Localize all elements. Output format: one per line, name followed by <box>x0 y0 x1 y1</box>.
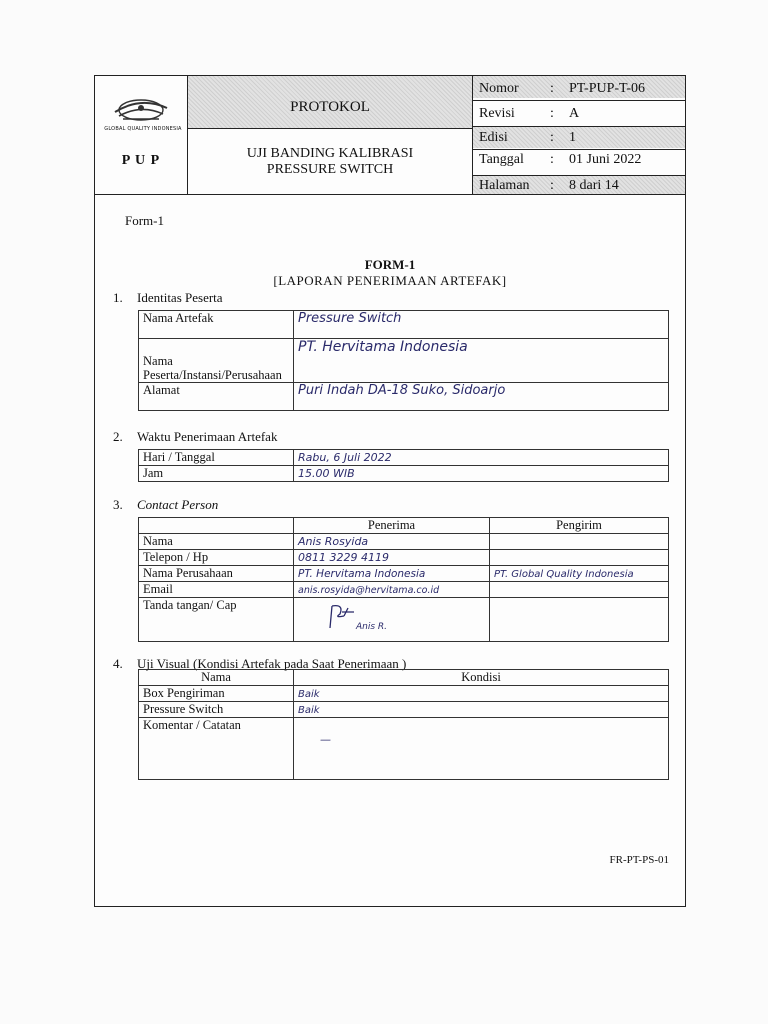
row-label: Nama <box>143 354 173 368</box>
meta-label: Tanggal <box>479 152 524 167</box>
row-label: Jam <box>139 466 294 482</box>
section-4-number: 4. <box>113 656 123 671</box>
receipt-date-value: Rabu, 6 Juli 2022 <box>298 451 392 464</box>
meta-label: Nomor <box>479 81 519 96</box>
col-header-receiver: Penerima <box>294 518 490 534</box>
form-subtitle: [LAPORAN PENERIMAAN ARTEFAK] <box>273 273 507 288</box>
section-1-title: Identitas Peserta <box>137 290 223 305</box>
row-label: Nama Artefak <box>139 311 294 339</box>
meta-value-tanggal: 01 Juni 2022 <box>569 152 642 167</box>
meta-label: Revisi <box>479 106 515 121</box>
meta-value-halaman: 8 dari 14 <box>569 178 619 193</box>
company-logo <box>101 92 185 142</box>
meta-sep: : <box>550 130 554 145</box>
receiver-email: anis.rosyida@hervitama.co.id <box>298 585 440 596</box>
meta-sep: : <box>550 106 554 121</box>
doc-title-line-1: UJI BANDING KALIBRASI <box>246 146 414 161</box>
section-4-title: Uji Visual (Kondisi Artefak pada Saat Penerimaan ) <box>137 656 407 671</box>
row-label: Komentar / Catatan <box>139 718 294 780</box>
form-label: Form-1 <box>125 213 164 228</box>
col-header-name: Nama <box>139 670 294 686</box>
form-title: FORM-1 <box>364 257 416 272</box>
meta-sep: : <box>550 81 554 96</box>
participant-name-value: PT. Hervitama Indonesia <box>298 339 468 355</box>
col-header-sender: Pengirim <box>490 518 669 534</box>
switch-condition-value: Baik <box>298 705 320 716</box>
doc-title-line-2: PRESSURE SWITCH <box>266 162 394 177</box>
org-code: P U P <box>121 153 161 168</box>
doc-type: PROTOKOL <box>290 99 370 115</box>
document-page <box>94 75 686 907</box>
comment-value: — <box>320 733 331 746</box>
row-label: Pressure Switch <box>139 702 294 718</box>
meta-value-edisi: 1 <box>569 130 576 145</box>
receipt-time-table <box>138 449 669 482</box>
document-header <box>95 76 685 195</box>
row-label: Hari / Tanggal <box>139 450 294 466</box>
address-value: Puri Indah DA-18 Suko, Sidoarjo <box>298 383 506 398</box>
artefact-name-value: Pressure Switch <box>298 311 402 326</box>
col-header-condition: Kondisi <box>294 670 669 686</box>
meta-sep: : <box>550 152 554 167</box>
visual-inspection-table <box>138 669 669 780</box>
row-label: Tanda tangan/ Cap <box>139 598 294 642</box>
participant-identity-table <box>138 310 669 411</box>
row-label: Alamat <box>139 383 294 411</box>
section-3-title: Contact Person <box>137 497 219 512</box>
section-2-title: Waktu Penerimaan Artefak <box>137 429 278 444</box>
section-1-number: 1. <box>113 290 123 305</box>
signature-name: Anis R. <box>356 622 388 632</box>
receiver-phone: 0811 3229 4119 <box>298 551 389 564</box>
row-label: Nama Perusahaan <box>139 566 294 582</box>
meta-sep: : <box>550 178 554 193</box>
receiver-company: PT. Hervitama Indonesia <box>298 568 426 580</box>
meta-value-nomor: PT-PUP-T-06 <box>569 81 645 96</box>
section-2-number: 2. <box>113 429 123 444</box>
row-label: Telepon / Hp <box>139 550 294 566</box>
form-code: FR-PT-PS-01 <box>609 854 669 866</box>
box-condition-value: Baik <box>298 689 320 700</box>
row-label: Email <box>139 582 294 598</box>
row-label: Peserta/Instansi/Perusahaan <box>143 368 282 382</box>
row-label: Nama <box>139 534 294 550</box>
meta-value-revisi: A <box>569 106 580 121</box>
meta-label: Edisi <box>479 130 508 145</box>
receipt-time-value: 15.00 WIB <box>298 467 355 480</box>
meta-label: Halaman <box>479 178 530 193</box>
contact-person-table <box>138 517 669 642</box>
section-3-number: 3. <box>113 497 123 512</box>
receiver-name: Anis Rosyida <box>298 535 369 548</box>
row-label: Box Pengiriman <box>139 686 294 702</box>
logo-caption: GLOBAL QUALITY INDONESIA <box>104 126 182 132</box>
sender-company: PT. Global Quality Indonesia <box>494 569 634 580</box>
